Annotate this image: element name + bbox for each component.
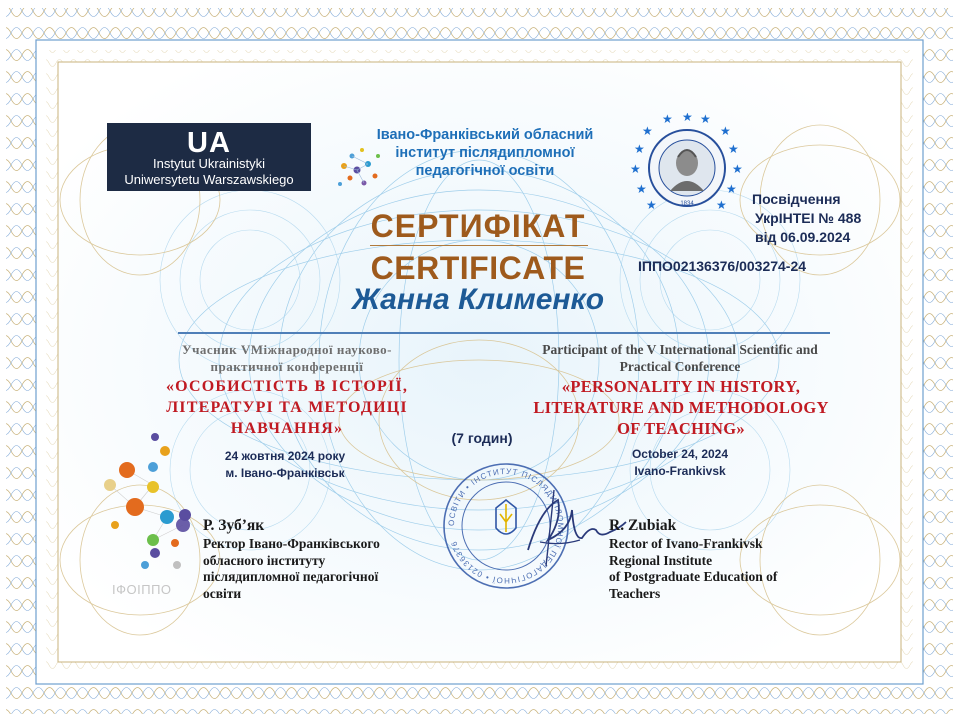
conference-title-en-line-2: LITERATURE AND METHODOLOGY	[533, 398, 829, 417]
svg-text:★: ★	[636, 182, 647, 196]
svg-text:★: ★	[634, 142, 645, 156]
svg-text:★: ★	[728, 142, 739, 156]
signer-en-line-1: Rector of Ivano-Frankivsk	[609, 536, 763, 551]
participant-ua-line-2: практичної конференції	[210, 359, 364, 374]
svg-text:★: ★	[630, 162, 641, 176]
certificate-title-en: CERTIFICATE	[370, 250, 586, 286]
date-ua: 24 жовтня 2024 року	[224, 449, 346, 463]
signer-ua-line-4: освіти	[203, 585, 242, 601]
institute-name-line-2: інститут післядипломної	[395, 145, 575, 161]
svg-text:★: ★	[716, 198, 727, 212]
place-ua: м. Івано-Франківськ	[225, 466, 345, 480]
svg-text:★: ★	[662, 113, 673, 126]
svg-text:★: ★	[726, 182, 737, 196]
institute-name	[355, 126, 615, 180]
certificate-number: ІППО02136376/003274-24	[638, 258, 807, 274]
participant-en-line-2: Practical Conference	[619, 359, 741, 374]
uw-institute-logo	[107, 123, 311, 191]
svg-text:1834: 1834	[680, 201, 694, 207]
signer-ua-line-3: післядипломної педагогічної	[203, 569, 379, 584]
stamp-text: ОСВІТИ • ІНСТИТУТ ПІСЛЯДИПЛОМНОЇ ПЕДАГОГІЧНОЇ • 02136376	[446, 466, 566, 586]
signer-ua	[203, 516, 443, 602]
place-en: Ivano-Frankivsk	[634, 464, 726, 478]
conference-title-en	[500, 376, 862, 439]
registration-line-3: від 06.09.2024	[755, 229, 851, 245]
date-en: October 24, 2024	[631, 447, 729, 461]
participant-text-en	[505, 341, 855, 375]
registration-line-1: Посвідчення	[752, 191, 841, 207]
svg-text:★: ★	[720, 124, 731, 138]
svg-text:★: ★	[642, 124, 653, 138]
conference-title-ua-line-2: ЛІТЕРАТУРІ ТА МЕТОДИЦІ	[166, 399, 408, 416]
watermark-logo-text: ІФОІППО	[112, 582, 172, 597]
participant-text-ua	[132, 341, 442, 375]
svg-text:★: ★	[682, 113, 693, 124]
conference-title-en-line-1: «PERSONALITY IN HISTORY,	[561, 377, 801, 396]
signer-ua-name: Р. Зуб’як	[203, 517, 265, 534]
registration-info	[750, 190, 870, 247]
participant-en-line-1: Participant of the V International Scientific and	[542, 342, 818, 357]
name-underline	[178, 332, 830, 334]
conference-title-ua-line-1: «ОСОБИСТІСТЬ В ІСТОРІЇ,	[165, 378, 409, 395]
university-medal-seal-icon	[628, 113, 746, 217]
uw-logo-line-1: Instytut Ukrainistyki	[153, 156, 265, 171]
signer-en-line-4: Teachers	[609, 585, 661, 601]
svg-text:★: ★	[732, 162, 743, 176]
decorative-dots-icon	[95, 425, 205, 580]
signer-en-line-2: Regional Institute	[609, 552, 713, 568]
institute-name-line-3: педагогічної освіти	[415, 163, 555, 179]
conference-date-en	[560, 446, 800, 480]
uw-logo-line-2: Uniwersytetu Warszawskiego	[124, 172, 294, 187]
registration-line-2: УкрІНТЕІ № 488	[755, 210, 862, 226]
institute-name-line-1: Івано-Франківський обласний	[376, 127, 594, 143]
signer-ua-line-1: Ректор Івано-Франківського	[203, 536, 380, 551]
signer-en-line-3: of Postgraduate Education of	[609, 569, 778, 584]
hours-label: (7 годин)	[451, 430, 513, 446]
conference-title-en-line-3: OF TEACHING»	[617, 419, 745, 438]
participant-ua-line-1: Учасник VМіжнародної науково-	[182, 342, 392, 357]
signer-en-name: R. Zubiak	[609, 517, 677, 534]
certificate-title-ua: СЕРТИФІКАТ	[370, 208, 586, 244]
title-divider	[370, 245, 588, 246]
ua-logo-mark: UA	[187, 127, 231, 159]
recipient-name: Жанна Клименко	[351, 283, 605, 316]
svg-text:★: ★	[646, 198, 657, 212]
signer-ua-line-2: обласного інституту	[203, 552, 326, 568]
svg-text:★: ★	[700, 113, 711, 126]
signer-en	[609, 516, 839, 602]
conference-title-ua-line-3: НАВЧАННЯ»	[230, 420, 344, 437]
